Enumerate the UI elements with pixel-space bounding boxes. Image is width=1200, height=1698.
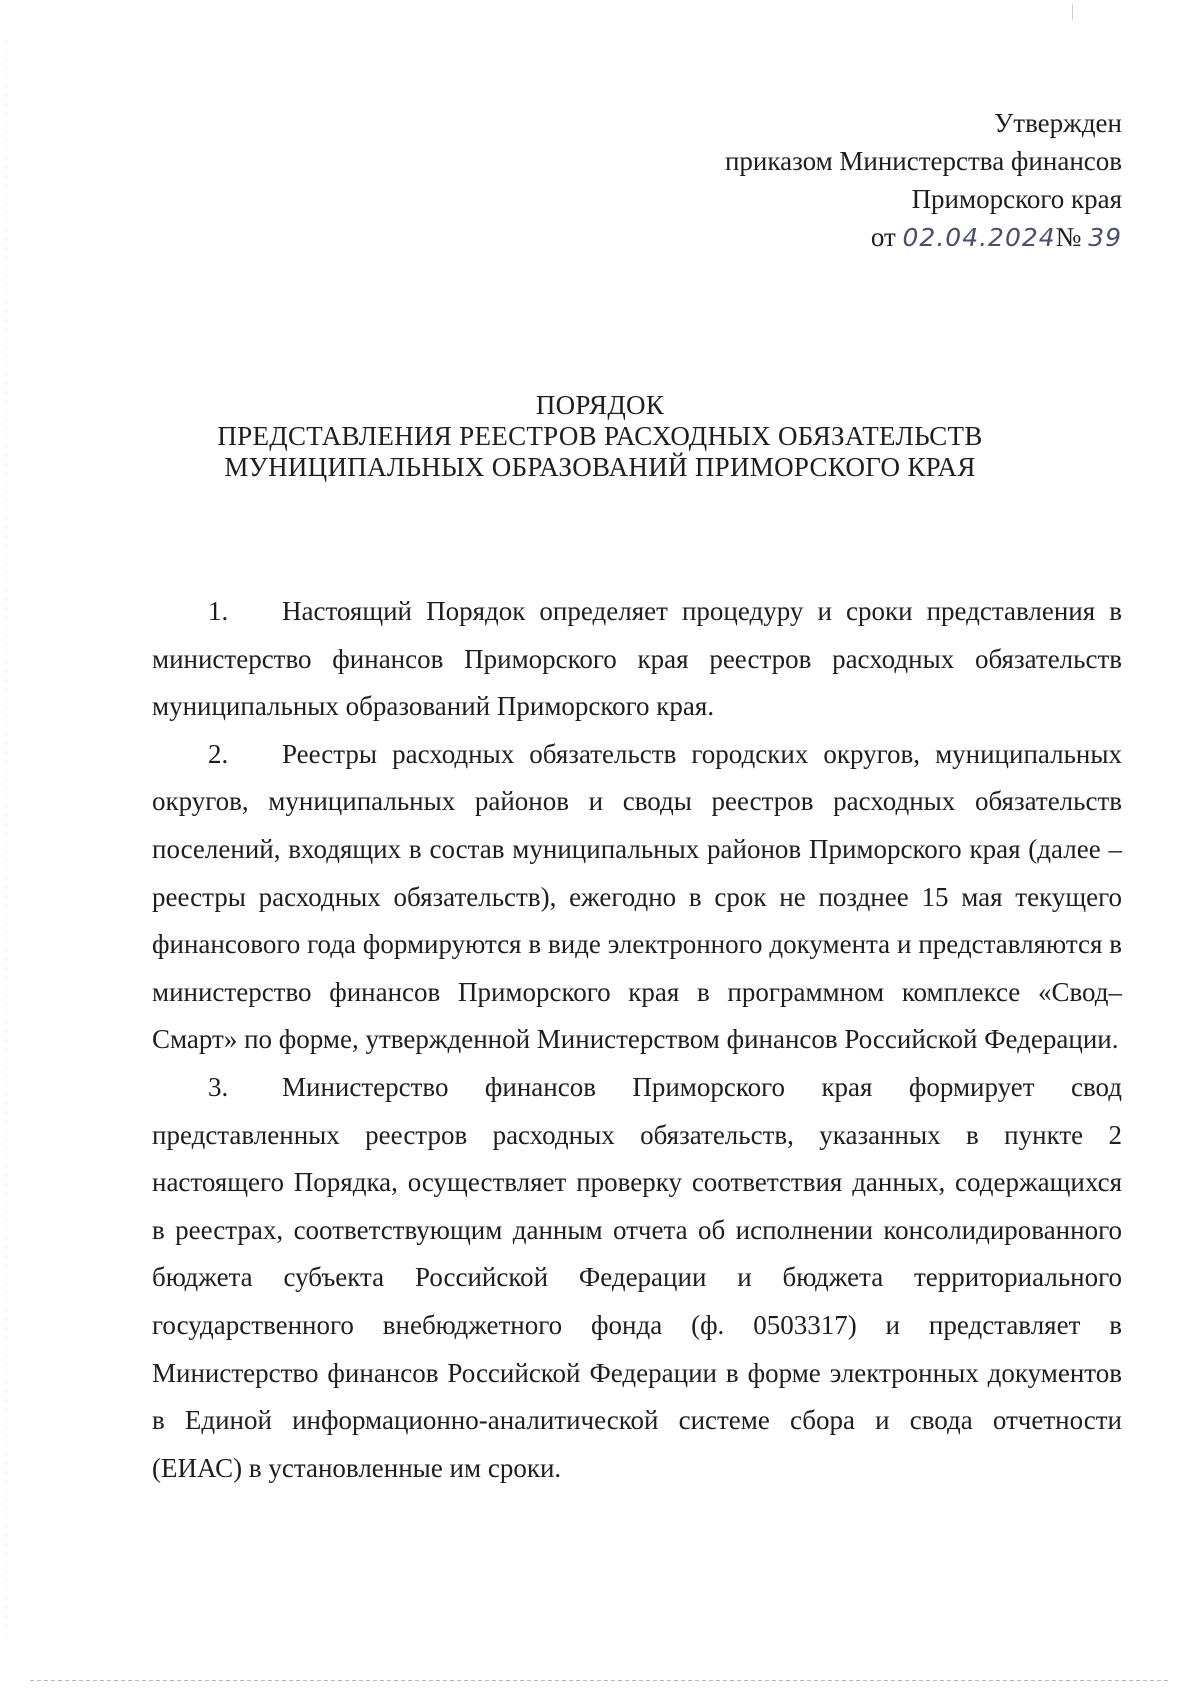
title-line-2: ПРЕДСТАВЛЕНИЯ РЕЕСТРОВ РАСХОДНЫХ ОБЯЗАТЕЛЬСТВ bbox=[217, 421, 983, 451]
approval-date-prefix: от bbox=[870, 222, 896, 252]
paragraph-text: Реестры расходных обязательств городских округов, муниципальных округов, муниципальных районов и своды реестров расходных обязательств поселений, входящих в состав муниципальных районов Приморского края (далее – реестры расходных обязательств), ежегодно в срок не позднее 15 мая текущего финансового года формируются в виде электронного документа и представляются в министерство финансов Приморского края в программном комплексе «Свод–Смарт» по форме, утвержденной Министерством финансов Российской Федерации. bbox=[152, 738, 1122, 1055]
document-title bbox=[0, 390, 1200, 483]
scan-mark-top bbox=[1072, 4, 1073, 20]
approval-number-sign: № bbox=[1055, 222, 1082, 252]
approval-line-2: приказом Министерства финансов bbox=[724, 146, 1122, 176]
approval-line-1: Утвержден bbox=[994, 108, 1122, 138]
approval-number-handwritten: 39 bbox=[1088, 223, 1122, 252]
scan-edge-bottom bbox=[30, 1680, 1170, 1681]
approval-line-3: Приморского края bbox=[911, 184, 1122, 214]
paragraph-text: Министерство финансов Приморского края формирует свод представленных реестров расходных обязательств, указанных в пункте 2 настоящего Порядка, осуществляет проверку соответствия данных, содержащихся в реестрах, соответствующим данным отчета об исполнении консолидированного бюджета субъекта Российской Федерации и бюджета территориального государственного внебюджетного фонда (ф. 0503317) и представляет в Министерство финансов Российской Федерации в форме электронных документов в Единой информационно-аналитической системе сбора и свода отчетности (ЕИАС) в установленные им сроки. bbox=[152, 1071, 1122, 1483]
scan-edge-left bbox=[6, 40, 7, 1640]
paragraph-text: Настоящий Порядок определяет процедуру и сроки представления в министерство финансов Приморского края реестров расходных обязательств муниципальных образований Приморского края. bbox=[152, 596, 1122, 722]
approval-date-line bbox=[725, 218, 1122, 257]
paragraph-1 bbox=[152, 588, 1122, 731]
approval-block bbox=[725, 104, 1122, 257]
paragraph-number: 1. bbox=[208, 596, 229, 626]
paragraph-3 bbox=[152, 1064, 1122, 1492]
paragraph-2 bbox=[152, 731, 1122, 1064]
title-line-3: МУНИЦИПАЛЬНЫХ ОБРАЗОВАНИЙ ПРИМОРСКОГО КРАЯ bbox=[224, 452, 976, 482]
approval-date-handwritten: 02.04.2024 bbox=[902, 223, 1056, 252]
document-body bbox=[152, 588, 1122, 1492]
paragraph-number: 2. bbox=[208, 738, 229, 769]
paragraph-number: 3. bbox=[208, 1071, 229, 1102]
title-line-1: ПОРЯДОК bbox=[535, 390, 665, 420]
